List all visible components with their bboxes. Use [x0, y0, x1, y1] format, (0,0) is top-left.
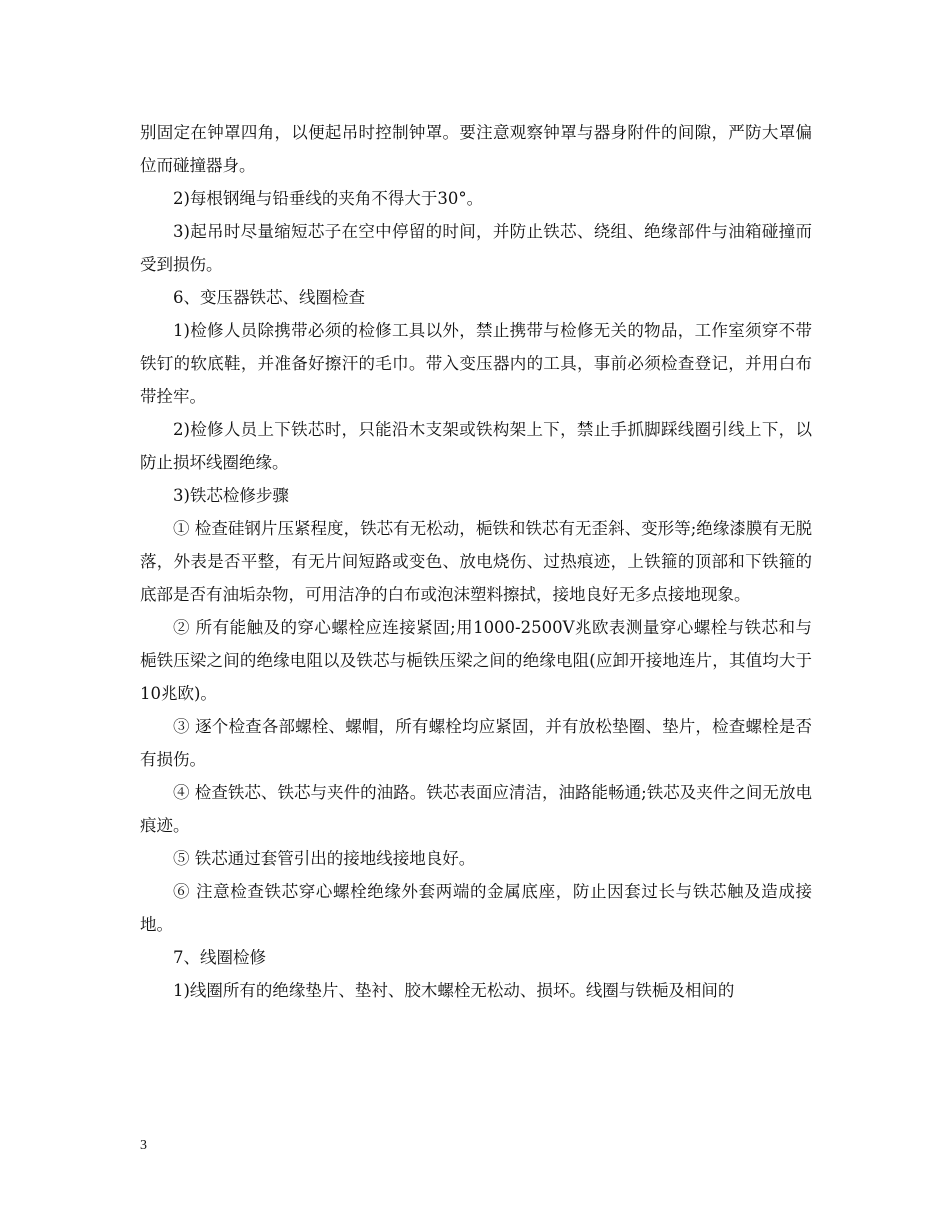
paragraph-lifting-time: 3)起吊时尽量缩短芯子在空中停留的时间，并防止铁芯、绕组、绝缘部件与油箱碰撞而受到损伤。 [140, 222, 812, 274]
section-heading-coil-repair: 7、线圈检修 [173, 948, 266, 967]
paragraph-steel-rope-angle: 2)每根钢绳与铅垂线的夹角不得大于30°。 [173, 189, 484, 208]
list-item-step-2: ② 所有能触及的穿心螺栓应连接紧固;用1000-2500V兆欧表测量穿心螺栓与铁芯和与梔铁压梁之间的绝缘电阻以及铁芯与梔铁压梁之间的绝缘电阻(应卸开接地连片，其值均大于10兆欧)。 [140, 618, 812, 703]
list-item-step-1: ① 检查硅钢片压紧程度，铁芯有无松动，梔铁和铁芯有无歪斜、变形等;绝缘漆膜有无脱落，外表是否平整，有无片间短路或变色、放电烧伤、过热痕迹，上铁箍的顶部和下铁箍的底部是否有油垢杂物，可用洁净的白布或泡沫塑料擦拭，接地良好无多点接地现象。 [140, 519, 812, 604]
list-item-step-6: ⑥ 注意检查铁芯穿心螺栓绝缘外套两端的金属底座，防止因套过长与铁芯触及造成接地。 [140, 882, 812, 934]
paragraph-climbing-core: 2)检修人员上下铁芯时，只能沿木支架或铁构架上下，禁止手抓脚踩线圈引线上下，以防止损坏线圈绝缘。 [140, 420, 812, 472]
list-item-step-5: ⑤ 铁芯通过套管引出的接地线接地良好。 [173, 849, 476, 868]
list-item-step-4: ④ 检查铁芯、铁芯与夹件的油路。铁芯表面应清洁，油路能畅通;铁芯及夹件之间无放电痕迹。 [140, 783, 812, 835]
paragraph-continuation: 别固定在钟罩四角，以便起吊时控制钟罩。要注意观察钟罩与器身附件的间隙，严防大罩偏位而碰撞器身。 [140, 123, 812, 175]
list-item-step-3: ③ 逐个检查各部螺栓、螺帽，所有螺栓均应紧固，并有放松垫圈、垫片，检查螺栓是否有损伤。 [140, 717, 812, 769]
paragraph-tools-requirement: 1)检修人员除携带必须的检修工具以外，禁止携带与检修无关的物品，工作室须穿不带铁钉的软底鞋，并准备好擦汗的毛巾。带入变压器内的工具，事前必须检查登记，并用白布带拴牢。 [140, 321, 812, 406]
page-number: 3 [140, 1138, 147, 1153]
document-body [140, 116, 812, 1007]
paragraph-coil-insulation: 1)线圈所有的绝缘垫片、垫衬、胶木螺栓无松动、损坏。线圈与铁梔及相间的 [173, 981, 735, 1000]
subheading-core-repair-steps: 3)铁芯检修步骤 [173, 486, 289, 505]
section-heading-core-coil-inspection: 6、变压器铁芯、线圈检查 [173, 288, 365, 307]
